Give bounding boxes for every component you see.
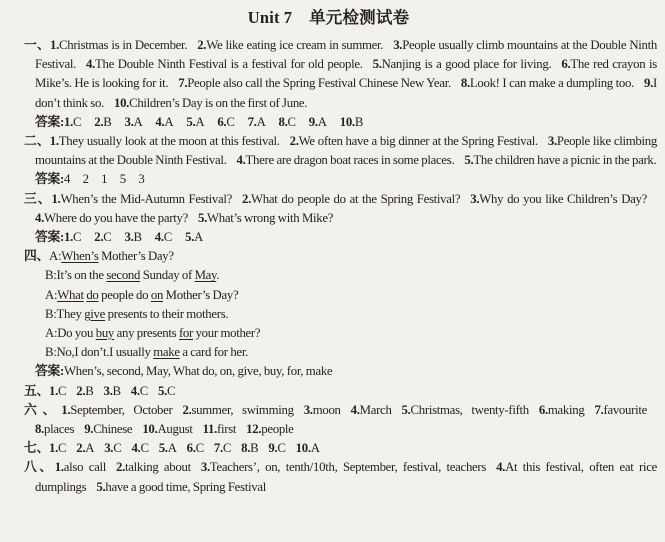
answer-letter: A bbox=[317, 114, 327, 129]
section-three bbox=[0, 190, 657, 248]
item-number: 3. bbox=[104, 441, 114, 456]
item-number: 4. bbox=[86, 57, 96, 72]
item-text: B bbox=[85, 383, 94, 398]
item-number: 9. bbox=[308, 114, 318, 129]
text-run: B:It’s on the bbox=[45, 268, 107, 283]
page-title: Unit 7 单元检测试卷 bbox=[247, 8, 410, 27]
item-number: 2. bbox=[197, 38, 207, 52]
underlined-word: When’s bbox=[61, 249, 99, 264]
item-text: C bbox=[195, 441, 204, 456]
answer-letter: C bbox=[226, 114, 235, 129]
answer-letter: C bbox=[163, 230, 172, 245]
section-two bbox=[0, 132, 657, 190]
answer-line bbox=[35, 170, 657, 189]
item-text: March bbox=[359, 402, 392, 417]
item-number: 12. bbox=[246, 422, 262, 437]
dialog-line bbox=[45, 305, 657, 324]
underlined-word: on bbox=[150, 287, 164, 302]
dialog-line bbox=[45, 343, 657, 362]
section-eight-body bbox=[24, 458, 657, 496]
item-text: C bbox=[167, 383, 176, 398]
item-text: Christmas, twenty-fifth bbox=[410, 402, 529, 417]
section-two-body bbox=[24, 132, 657, 170]
item-text: C bbox=[277, 441, 286, 456]
item-text: C bbox=[113, 441, 122, 456]
text-run: presents to their mothers. bbox=[105, 306, 229, 321]
answer-text: 4 2 1 5 3 bbox=[63, 172, 145, 187]
item-number: 1. bbox=[49, 441, 58, 456]
item-number: 1. bbox=[49, 383, 58, 398]
answer-letter: B bbox=[354, 114, 364, 129]
text-run: a card for her. bbox=[179, 345, 248, 360]
item-number: 4. bbox=[35, 210, 44, 225]
item-number: 5. bbox=[158, 441, 168, 456]
underlined-word: do bbox=[86, 287, 99, 302]
item-text: C bbox=[58, 383, 67, 398]
item-number: 1. bbox=[50, 38, 60, 52]
item-text: C bbox=[139, 383, 148, 398]
item-text: The red crayon is Mike’s. He is looking for it. bbox=[35, 57, 657, 91]
text-run: A: bbox=[49, 249, 62, 264]
item-text: making bbox=[547, 402, 585, 417]
underlined-word: What bbox=[57, 287, 84, 302]
answer-line bbox=[35, 113, 657, 132]
text-run: Mother’s Day? bbox=[98, 249, 174, 264]
answer-letter: A bbox=[195, 114, 205, 129]
text-run: Mother’s Day? bbox=[163, 287, 239, 302]
section-marker: 八、 bbox=[24, 460, 55, 475]
item-number: 11. bbox=[202, 422, 218, 437]
item-number: 9. bbox=[644, 76, 654, 91]
item-text: C bbox=[58, 441, 67, 456]
item-number: 7. bbox=[594, 402, 604, 417]
text-run: any presents bbox=[114, 326, 179, 341]
item-number: 4. bbox=[154, 230, 164, 245]
underlined-word: May bbox=[194, 268, 217, 283]
answer-letter: C bbox=[72, 230, 82, 245]
item-number: 7. bbox=[213, 441, 223, 456]
item-text: A bbox=[167, 441, 177, 456]
item-text: We often have a big dinner at the Spring Festival. bbox=[298, 134, 538, 149]
answer-line bbox=[35, 362, 657, 381]
section-marker: 一、 bbox=[24, 38, 51, 52]
answer-letter: C bbox=[103, 230, 112, 245]
item-number: 2. bbox=[76, 441, 86, 456]
item-number: 8. bbox=[460, 76, 470, 91]
item-text: A bbox=[310, 441, 320, 456]
item-number: 3. bbox=[200, 460, 210, 475]
item-number: 5. bbox=[184, 230, 194, 245]
item-text: Look! I can make a dumpling too. bbox=[469, 76, 635, 91]
item-number: 2. bbox=[94, 114, 104, 129]
item-number: 2. bbox=[182, 402, 192, 417]
item-number: 4. bbox=[155, 114, 165, 129]
answer-letter: B bbox=[103, 114, 112, 129]
item-text: Nanjing is a good place for living. bbox=[381, 57, 552, 72]
section-five-body bbox=[24, 382, 657, 401]
item-number: 2. bbox=[242, 191, 252, 206]
item-number: 6. bbox=[538, 402, 548, 417]
item-number: 1. bbox=[54, 460, 64, 475]
item-number: 4. bbox=[236, 153, 246, 168]
item-number: 6. bbox=[217, 114, 227, 129]
item-number: 5. bbox=[372, 57, 382, 72]
section-marker: 三、 bbox=[24, 191, 52, 206]
answer-label: 答案: bbox=[35, 230, 64, 245]
item-text: people bbox=[261, 422, 294, 437]
section-marker: 六、 bbox=[24, 402, 62, 417]
item-number: 2. bbox=[115, 460, 125, 475]
item-text: What do people do at the Spring Festival? bbox=[251, 191, 461, 206]
answer-letter: C bbox=[287, 114, 296, 129]
item-number: 4. bbox=[131, 441, 141, 456]
text-run: Sunday of bbox=[140, 268, 195, 283]
text-run: . bbox=[216, 268, 220, 283]
section-eight bbox=[0, 458, 657, 496]
item-number: 8. bbox=[35, 422, 44, 437]
item-text: C bbox=[140, 441, 149, 456]
item-number: 4. bbox=[130, 383, 140, 398]
text-run: B:They bbox=[45, 306, 85, 321]
item-number: 5. bbox=[401, 402, 411, 417]
item-number: 1. bbox=[51, 191, 61, 206]
section-marker: 二、 bbox=[24, 134, 50, 149]
section-six-body bbox=[24, 401, 657, 439]
section-seven bbox=[0, 439, 657, 458]
item-text: Children’s Day is on the first of June. bbox=[129, 95, 308, 110]
item-number: 5. bbox=[464, 153, 474, 168]
text-run: people do bbox=[98, 287, 151, 302]
item-text: September, October bbox=[70, 402, 173, 417]
item-number: 9. bbox=[268, 441, 278, 456]
item-number: 5. bbox=[186, 114, 196, 129]
item-number: 7. bbox=[178, 76, 188, 91]
item-text: August bbox=[157, 422, 193, 437]
item-number: 2. bbox=[289, 134, 299, 149]
section-marker: 五、 bbox=[24, 383, 49, 398]
item-text: first bbox=[217, 422, 237, 437]
item-text: People usually climb mountains at the Double Ninth Festival. bbox=[35, 38, 657, 72]
underlined-word: give bbox=[84, 306, 106, 321]
item-number: 9. bbox=[84, 422, 94, 437]
item-number: 4. bbox=[496, 460, 506, 475]
item-text: summer, swimming bbox=[191, 402, 294, 417]
item-text: The children have a picnic in the park. bbox=[473, 153, 657, 168]
underlined-word: for bbox=[178, 326, 193, 341]
item-number: 3. bbox=[103, 383, 113, 398]
item-number: 3. bbox=[393, 38, 403, 52]
item-number: 1. bbox=[61, 402, 71, 417]
item-number: 1. bbox=[49, 134, 59, 149]
text-run: A:Do you bbox=[45, 326, 96, 341]
item-number: 7. bbox=[247, 114, 257, 129]
item-text: People also call the Spring Festival Chinese New Year. bbox=[187, 76, 451, 91]
item-number: 4. bbox=[350, 402, 360, 417]
item-number: 2. bbox=[76, 383, 86, 398]
text-run: your mother? bbox=[192, 326, 261, 341]
section-one bbox=[0, 36, 657, 132]
item-number: 2. bbox=[94, 230, 104, 245]
item-text: I don’t think so. bbox=[35, 76, 657, 110]
answer-letter: A bbox=[133, 114, 143, 129]
answer-letter: C bbox=[72, 114, 82, 129]
item-text: Teachers’, on, tenth/10th, September, festival, teachers bbox=[209, 460, 487, 475]
answer-line bbox=[35, 228, 657, 247]
item-text: B bbox=[112, 383, 121, 398]
section-marker: 七、 bbox=[24, 441, 49, 456]
item-text: The Double Ninth Festival is a festival for old people. bbox=[95, 57, 363, 72]
item-number: 10. bbox=[113, 95, 130, 110]
underlined-word: buy bbox=[95, 326, 115, 341]
item-text: People like climbing mountains at the Double Ninth Festival. bbox=[35, 134, 657, 168]
answer-letter: A bbox=[193, 230, 203, 245]
item-number: 3. bbox=[124, 114, 134, 129]
text-run: A: bbox=[45, 287, 58, 302]
answer-text: When’s, second, May, What do, on, give, buy, for, make bbox=[63, 364, 333, 379]
item-text: There are dragon boat races in some places. bbox=[245, 153, 455, 168]
section-five bbox=[0, 382, 657, 401]
item-text: places bbox=[44, 422, 75, 437]
item-text: Chinese bbox=[93, 422, 133, 437]
item-number: 3. bbox=[303, 402, 313, 417]
item-text: Where do you have the party? bbox=[44, 210, 188, 225]
item-text: When’s the Mid-Autumn Festival? bbox=[60, 191, 233, 206]
answer-letter: A bbox=[164, 114, 174, 129]
item-text: Christmas is in December. bbox=[59, 38, 188, 52]
item-text: What’s wrong with Mike? bbox=[206, 210, 334, 225]
item-number: 8. bbox=[241, 441, 251, 456]
item-number: 10. bbox=[142, 422, 158, 437]
dialog-line bbox=[45, 324, 657, 343]
item-text: also call bbox=[63, 460, 106, 475]
answer-label: 答案: bbox=[35, 114, 64, 129]
item-text: Why do you like Children’s Day? bbox=[479, 191, 647, 206]
section-seven-body bbox=[24, 439, 657, 458]
item-number: 3. bbox=[124, 230, 134, 245]
section-marker: 四、 bbox=[24, 249, 49, 264]
answer-label: 答案: bbox=[35, 172, 64, 187]
item-number: 10. bbox=[295, 441, 311, 456]
item-text: C bbox=[222, 441, 232, 456]
underlined-word: second bbox=[106, 268, 141, 283]
item-number: 1. bbox=[63, 230, 73, 245]
section-four-body bbox=[24, 247, 657, 266]
section-one-body bbox=[24, 36, 657, 113]
answer-letter: A bbox=[256, 114, 266, 129]
dialog-line bbox=[45, 286, 657, 305]
item-text: have a good time, Spring Festival bbox=[105, 479, 266, 494]
item-number: 5. bbox=[197, 210, 207, 225]
item-number: 3. bbox=[547, 134, 557, 149]
item-number: 1. bbox=[63, 114, 73, 129]
section-four bbox=[0, 247, 657, 381]
item-number: 5. bbox=[158, 383, 167, 398]
answer-letter: B bbox=[133, 230, 142, 245]
sections-container bbox=[0, 36, 657, 497]
item-text: moon bbox=[312, 402, 341, 417]
item-text: At this festival, often eat rice dumplings bbox=[35, 460, 657, 494]
item-number: 6. bbox=[561, 57, 571, 72]
item-number: 3. bbox=[470, 191, 480, 206]
item-number: 8. bbox=[278, 114, 288, 129]
text-run: B:No,I don’t.I usually bbox=[45, 345, 154, 360]
underlined-word: make bbox=[153, 345, 180, 360]
dialog-line bbox=[45, 266, 657, 285]
item-number: 5. bbox=[96, 479, 106, 494]
item-text: We like eating ice cream in summer. bbox=[206, 38, 384, 52]
item-text: B bbox=[250, 441, 259, 456]
item-number: 10. bbox=[339, 114, 355, 129]
item-text: talking about bbox=[124, 460, 191, 475]
section-three-body bbox=[24, 190, 657, 228]
answer-label: 答案: bbox=[35, 364, 64, 379]
item-text: favourite bbox=[603, 402, 647, 417]
item-text: A bbox=[85, 441, 95, 456]
item-text: They usually look at the moon at this festival. bbox=[58, 134, 280, 149]
section-six bbox=[0, 401, 657, 439]
item-number: 6. bbox=[186, 441, 196, 456]
